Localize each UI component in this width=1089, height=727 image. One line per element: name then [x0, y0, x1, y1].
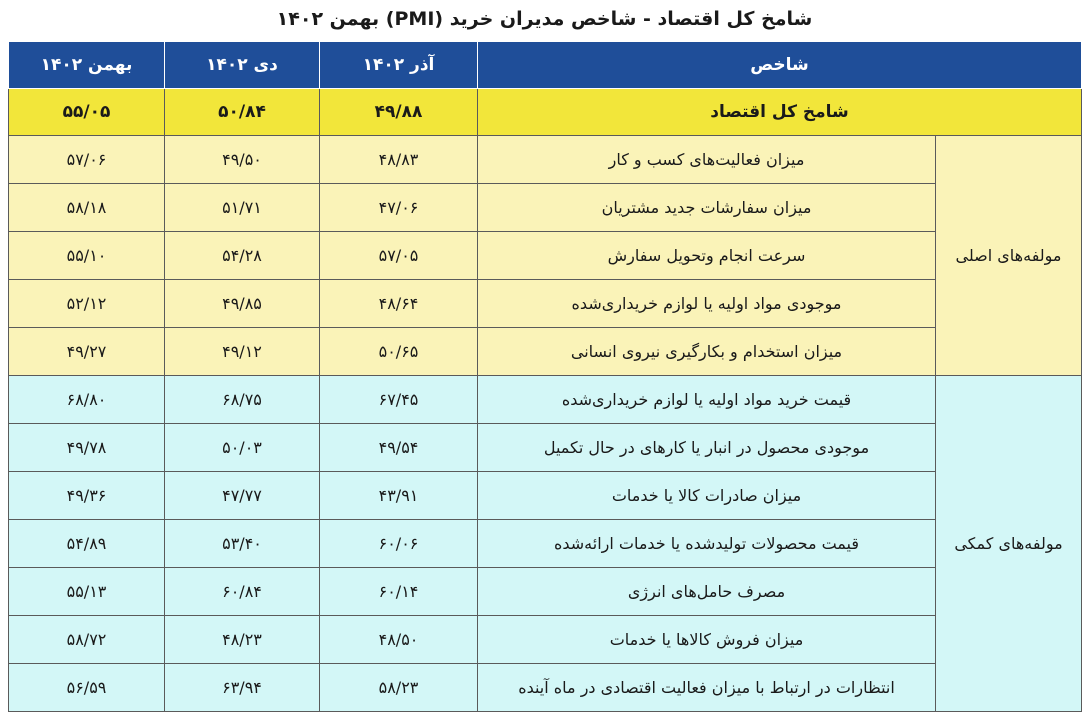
- indicator-name: میزان فعالیت‌های کسب و کار: [478, 136, 936, 184]
- value-azar: ۴۳/۹۱: [320, 472, 478, 520]
- total-value-azar: ۴۹/۸۸: [320, 89, 478, 136]
- value-dey: ۵۰/۰۳: [165, 424, 320, 472]
- value-bahman: ۵۲/۱۲: [9, 280, 165, 328]
- value-dey: ۴۹/۸۵: [165, 280, 320, 328]
- table-row: [9, 472, 1082, 520]
- value-bahman: ۴۹/۳۶: [9, 472, 165, 520]
- header-indicator: شاخص: [478, 42, 1082, 89]
- value-azar: ۵۸/۲۳: [320, 664, 478, 712]
- value-dey: ۵۳/۴۰: [165, 520, 320, 568]
- table-row: [9, 328, 1082, 376]
- indicator-name: میزان استخدام و بکارگیری نیروی انسانی: [478, 328, 936, 376]
- indicator-name: میزان صادرات کالا یا خدمات: [478, 472, 936, 520]
- value-dey: ۶۸/۷۵: [165, 376, 320, 424]
- value-dey: ۴۷/۷۷: [165, 472, 320, 520]
- value-azar: ۴۸/۵۰: [320, 616, 478, 664]
- total-name: شامخ کل اقتصاد: [478, 89, 1082, 136]
- value-bahman: ۵۶/۵۹: [9, 664, 165, 712]
- header-month-bahman: بهمن ۱۴۰۲: [9, 42, 165, 89]
- indicator-name: مصرف حامل‌های انرژی: [478, 568, 936, 616]
- total-value-dey: ۵۰/۸۴: [165, 89, 320, 136]
- value-dey: ۴۸/۲۳: [165, 616, 320, 664]
- table-title: شامخ کل اقتصاد - شاخص مدیران خرید (PMI) بهمن ۱۴۰۲: [276, 8, 813, 30]
- table-row: [9, 616, 1082, 664]
- table-row: [9, 376, 1082, 424]
- table-row: [9, 568, 1082, 616]
- group-label-auxiliary: مولفه‌های کمکی: [936, 376, 1082, 712]
- value-azar: ۵۰/۶۵: [320, 328, 478, 376]
- total-value-bahman: ۵۵/۰۵: [9, 89, 165, 136]
- value-bahman: ۶۸/۸۰: [9, 376, 165, 424]
- value-azar: ۴۷/۰۶: [320, 184, 478, 232]
- value-azar: ۶۰/۱۴: [320, 568, 478, 616]
- value-bahman: ۴۹/۲۷: [9, 328, 165, 376]
- value-bahman: ۵۵/۱۳: [9, 568, 165, 616]
- value-bahman: ۵۸/۷۲: [9, 616, 165, 664]
- indicator-name: میزان سفارشات جدید مشتریان: [478, 184, 936, 232]
- value-dey: ۴۹/۱۲: [165, 328, 320, 376]
- table-row: [9, 232, 1082, 280]
- value-azar: ۴۸/۸۳: [320, 136, 478, 184]
- value-azar: ۴۹/۵۴: [320, 424, 478, 472]
- header-month-azar: آذر ۱۴۰۲: [320, 42, 478, 89]
- indicator-name: قیمت محصولات تولیدشده یا خدمات ارائه‌شده: [478, 520, 936, 568]
- indicator-name: انتظارات در ارتباط با میزان فعالیت اقتصادی در ماه آینده: [478, 664, 936, 712]
- value-bahman: ۵۴/۸۹: [9, 520, 165, 568]
- value-dey: ۶۳/۹۴: [165, 664, 320, 712]
- value-dey: ۵۴/۲۸: [165, 232, 320, 280]
- group-label-main: مولفه‌های اصلی: [936, 136, 1082, 376]
- table-row: [9, 184, 1082, 232]
- value-azar: ۵۷/۰۵: [320, 232, 478, 280]
- indicator-name: موجودی محصول در انبار یا کارهای در حال تکمیل: [478, 424, 936, 472]
- value-azar: ۴۸/۶۴: [320, 280, 478, 328]
- value-bahman: ۵۸/۱۸: [9, 184, 165, 232]
- header-month-dey: دی ۱۴۰۲: [165, 42, 320, 89]
- header-row: [9, 42, 1082, 89]
- value-dey: ۴۹/۵۰: [165, 136, 320, 184]
- value-dey: ۶۰/۸۴: [165, 568, 320, 616]
- value-dey: ۵۱/۷۱: [165, 184, 320, 232]
- value-azar: ۶۰/۰۶: [320, 520, 478, 568]
- table-row: [9, 664, 1082, 712]
- table-row: [9, 280, 1082, 328]
- table-row: [9, 424, 1082, 472]
- table-row: [9, 136, 1082, 184]
- value-bahman: ۴۹/۷۸: [9, 424, 165, 472]
- indicator-name: سرعت انجام وتحویل سفارش: [478, 232, 936, 280]
- indicator-name: میزان فروش کالاها یا خدمات: [478, 616, 936, 664]
- pmi-table: [8, 41, 1082, 712]
- indicator-name: قیمت خرید مواد اولیه یا لوازم خریداری‌شده: [478, 376, 936, 424]
- table-row: [9, 520, 1082, 568]
- value-azar: ۶۷/۴۵: [320, 376, 478, 424]
- value-bahman: ۵۵/۱۰: [9, 232, 165, 280]
- total-row: [9, 89, 1082, 136]
- value-bahman: ۵۷/۰۶: [9, 136, 165, 184]
- indicator-name: موجودی مواد اولیه یا لوازم خریداری‌شده: [478, 280, 936, 328]
